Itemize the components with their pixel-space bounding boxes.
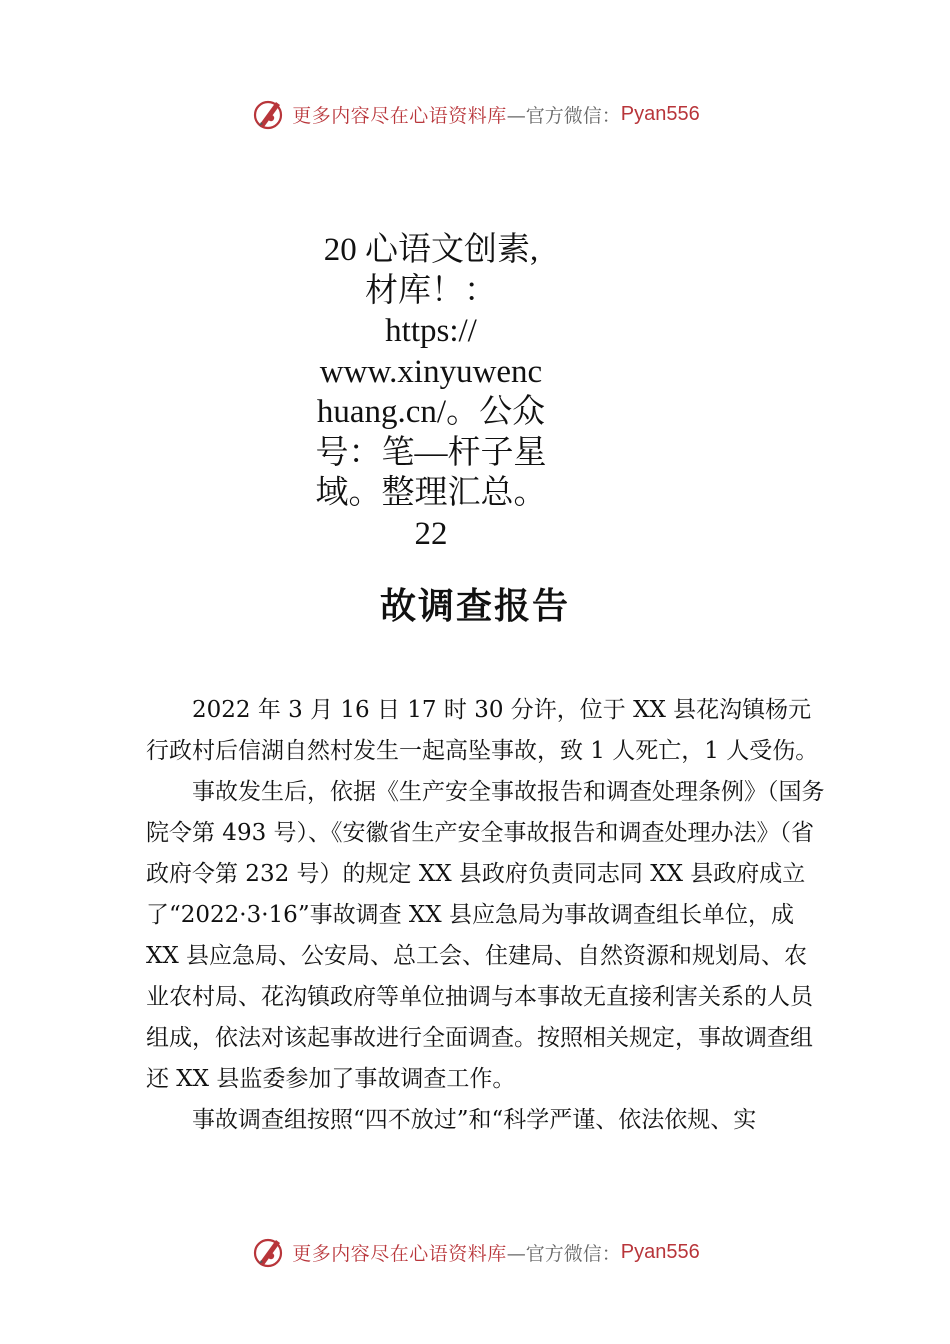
banner-wechat-id: Pyan556 (620, 102, 700, 125)
document-title: 故调查报告 (379, 585, 570, 627)
body-paragraph: 事故发生后，依据《生产安全事故报告和调查处理条例》（国务院令第 493 号）、《安徽省生产安全事故报告和调查处理办法》（省政府令第 232 号）的规定 XX 县政府负责同志同 XX 县政府成立了“2022·3·16”事故调查 XX 县应急局为事故调查组长单位，成 XX 县应急局、公安局、总工会、住建局、自然资源和规划局、农业农村局、花沟镇政府等单位抽调与本事故无直接利害关系的人员组成，依法对该起事故进行全面调查。按照相关规定，事故调查组还 XX 县监委参加了事故调查工作。 (146, 779, 825, 1092)
banner-text: 更多内容尽在心语资料库 (292, 104, 507, 127)
footer-banner (0, 1232, 950, 1272)
cover-line: 域。整理汇总。 (315, 475, 547, 511)
cover-line: 22 (414, 515, 448, 552)
body-paragraph: 2022 年 3 月 16 日 17 时 30 分许，位于 XX 县花沟镇杨元行政村后信湖自然村发生一起高坠事故，致 1 人死亡，1 人受伤。 (146, 697, 819, 764)
cover-line: 号：笔—杆子星 (315, 434, 547, 471)
cover-line: https:// (385, 313, 477, 349)
cover-line: 20 心语文创素, (323, 232, 539, 268)
banner-text: 更多内容尽在心语资料库 (292, 1242, 507, 1265)
cover-text-block (300, 230, 562, 554)
pen-circle-logo-icon (250, 1234, 286, 1270)
banner-wechat-id: Pyan556 (620, 1240, 700, 1263)
pen-circle-logo-icon (250, 96, 286, 132)
banner-separator: —官方微信： (506, 104, 621, 127)
cover-line: huang.cn/。公众 (316, 394, 546, 430)
header-banner (0, 94, 950, 134)
cover-line: www.xinyuwenc (319, 353, 543, 390)
body-paragraph: 事故调查组按照“四不放过”和“科学严谨、依法依规、实 (192, 1107, 757, 1133)
banner-separator: —官方微信： (506, 1242, 621, 1265)
cover-line: 材库！： (365, 272, 497, 309)
document-body (146, 690, 826, 1141)
